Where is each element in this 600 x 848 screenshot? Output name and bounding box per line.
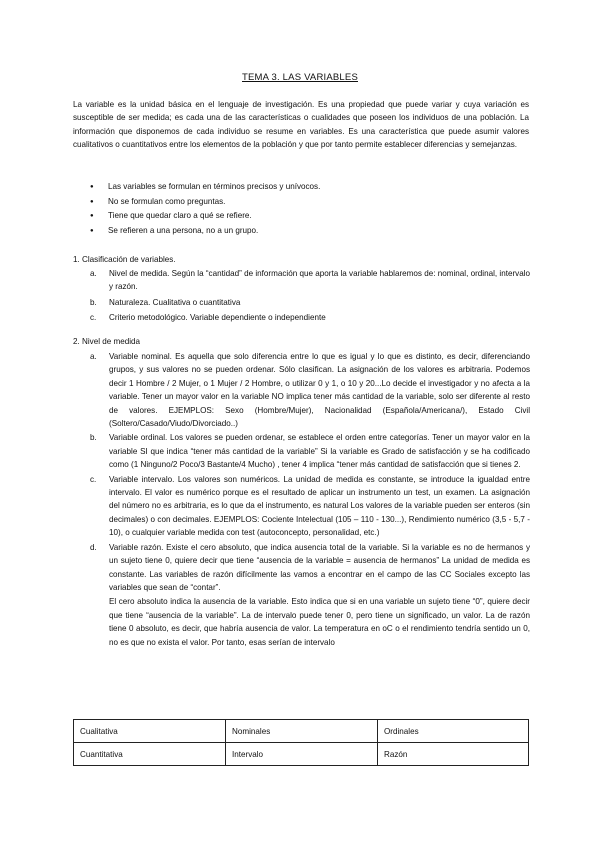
list-item-text: Variable intervalo. Los valores son numéricos. La unidad de medida es constante, se introduce la igualdad entre intervalo. El valor es numérico porque es el resultado de aplicar un instrumento un test, un examen. La asignación del número no es arbitraria, es lo que da el instrumento, es natural Los valores de la variable pueden ser enteros (sin decimales) o con decimales. EJEMPLOS: Cociente Intelectual (105 – 110 - 130...), Rendimiento numérico (3,5 - 5,7 - 10), o cualquier variable medida con test (autoconcepto, personalidad, etc.) bbox=[109, 474, 530, 538]
list-marker: c. bbox=[90, 313, 97, 323]
list-item-text: El cero absoluto indica la ausencia de la variable. Esto indica que si en una variable un sujeto tiene “0”, quiere decir que tiene “ausencia de la variable”. La de intervalo puede tener 0, pero tiene un significado, un valor. La de razón tiene 0 absoluto, es decir, que habría ausencia de valor. La temperatura en oC o el rendimiento tendría sentido un 0, no es que no exista el valor. Por tanto, esas serían de intervalo bbox=[109, 597, 530, 647]
classification-list bbox=[90, 267, 530, 327]
table-cell: Nominales bbox=[226, 720, 378, 743]
list-marker: a. bbox=[90, 269, 97, 278]
bullet-item: ● Se refieren a una persona, no a un grupo. bbox=[90, 224, 320, 239]
list-item-text: Naturaleza. Cualitativa o cuantitativa bbox=[109, 297, 241, 307]
list-marker: c. bbox=[90, 474, 97, 484]
list-item bbox=[90, 473, 530, 540]
table-cell: Razón bbox=[378, 743, 529, 766]
list-item bbox=[90, 267, 530, 294]
list-item-text: Criterio metodológico. Variable dependiente o independiente bbox=[109, 313, 326, 323]
table-cell: Cuantitativa bbox=[74, 743, 226, 766]
bullet-item: ● Tiene que quedar claro a qué se refiere. bbox=[90, 209, 320, 224]
variable-types-table bbox=[73, 719, 529, 766]
list-marker: a. bbox=[90, 352, 97, 361]
bullet-list bbox=[90, 180, 320, 239]
page-title: TEMA 3. LAS VARIABLES bbox=[242, 72, 358, 83]
table-cell: Intervalo bbox=[226, 743, 378, 766]
list-item-text: Variable razón. Existe el cero absoluto, que indica ausencia total de la variable. Si la variable es no de hermanos y un sujeto tiene 0, quiere decir que tiene “ausencia de la variable = ausencia de hermanos” La unidad de medida es constante. Las variables de razón difícilmente las vamos a encontrar en el campo de las CC Sociales excepto las variables que sean de “contar”. bbox=[109, 542, 530, 592]
table-row bbox=[74, 743, 529, 766]
list-marker: b. bbox=[90, 297, 97, 307]
bullet-item: ● No se formulan como preguntas. bbox=[90, 195, 320, 210]
list-item-text: Variable ordinal. Los valores se pueden ordenar, se establece el orden entre categorías. Tener un mayor valor en la variable SI que indica “tener más cantidad de la variable” Si la variable es Grado de satisfacción y se ha codificado como (1 Ninguno/2 Poco/3 Bastante/4 Mucho) , tener 4 implica “tener más cantidad de satisfacción que si tienes 2. bbox=[109, 433, 530, 470]
list-item bbox=[90, 431, 530, 471]
list-marker: d. bbox=[90, 542, 97, 552]
list-item-text: Variable nominal. Es aquella que solo diferencia entre lo que es igual y lo que es distinto, es decir, diferenciando grupos, y sus valores no se pueden ordenar. Sólo clasifican. La asignación de los valores es arbitraria. Podemos decir 1 Hombre / 2 Mujer, o 1 Mujer / 2 Hombre, o utilizar 0 y 1, o 10 y 20...Lo decide el investigador y no afecta a la variable. Tener un mayor valor en la variable NO implica tener más cantidad de la variable, solo ser diferente al resto de valores. EJEMPLOS: Sexo (Hombre/Mujer), Nacionalidad (Española/Americana/), Estado Civil (Soltero/Casado/Viudo/Divorciado..) bbox=[109, 352, 530, 429]
table-cell: Ordinales bbox=[378, 720, 529, 743]
list-item-text: Nivel de medida. Según la “cantidad” de información que aporta la variable hablaremos de: nominal, ordinal, intervalo y razón. bbox=[109, 269, 530, 292]
list-item bbox=[90, 350, 530, 430]
list-item bbox=[90, 296, 530, 309]
table-row bbox=[74, 720, 529, 743]
list-marker: b. bbox=[90, 433, 97, 443]
intro-paragraph: La variable es la unidad básica en el lenguaje de investigación. Es una propiedad que puede variar y cuya variación es susceptible de ser medida; es cada una de las características o cualidades que poseen los individuos de una población. La información que disponemos de cada individuo se resume en variables. Es una característica que puede asumir valores cualitativos o cuantitativos entre los elementos de la población y que por tanto permite establecer diferencias y semejanzas. bbox=[73, 100, 529, 150]
list-item bbox=[90, 311, 530, 324]
list-item-continuation bbox=[90, 595, 530, 649]
bullet-item: ● Las variables se formulan en términos precisos y unívocos. bbox=[90, 180, 320, 195]
list-item bbox=[90, 541, 530, 595]
table-cell: Cualitativa bbox=[74, 720, 226, 743]
section-heading-measure-level: 2. Nivel de medida bbox=[73, 337, 141, 346]
measure-level-list bbox=[90, 350, 530, 650]
section-heading-classification: 1. Clasificación de variables. bbox=[73, 255, 176, 264]
